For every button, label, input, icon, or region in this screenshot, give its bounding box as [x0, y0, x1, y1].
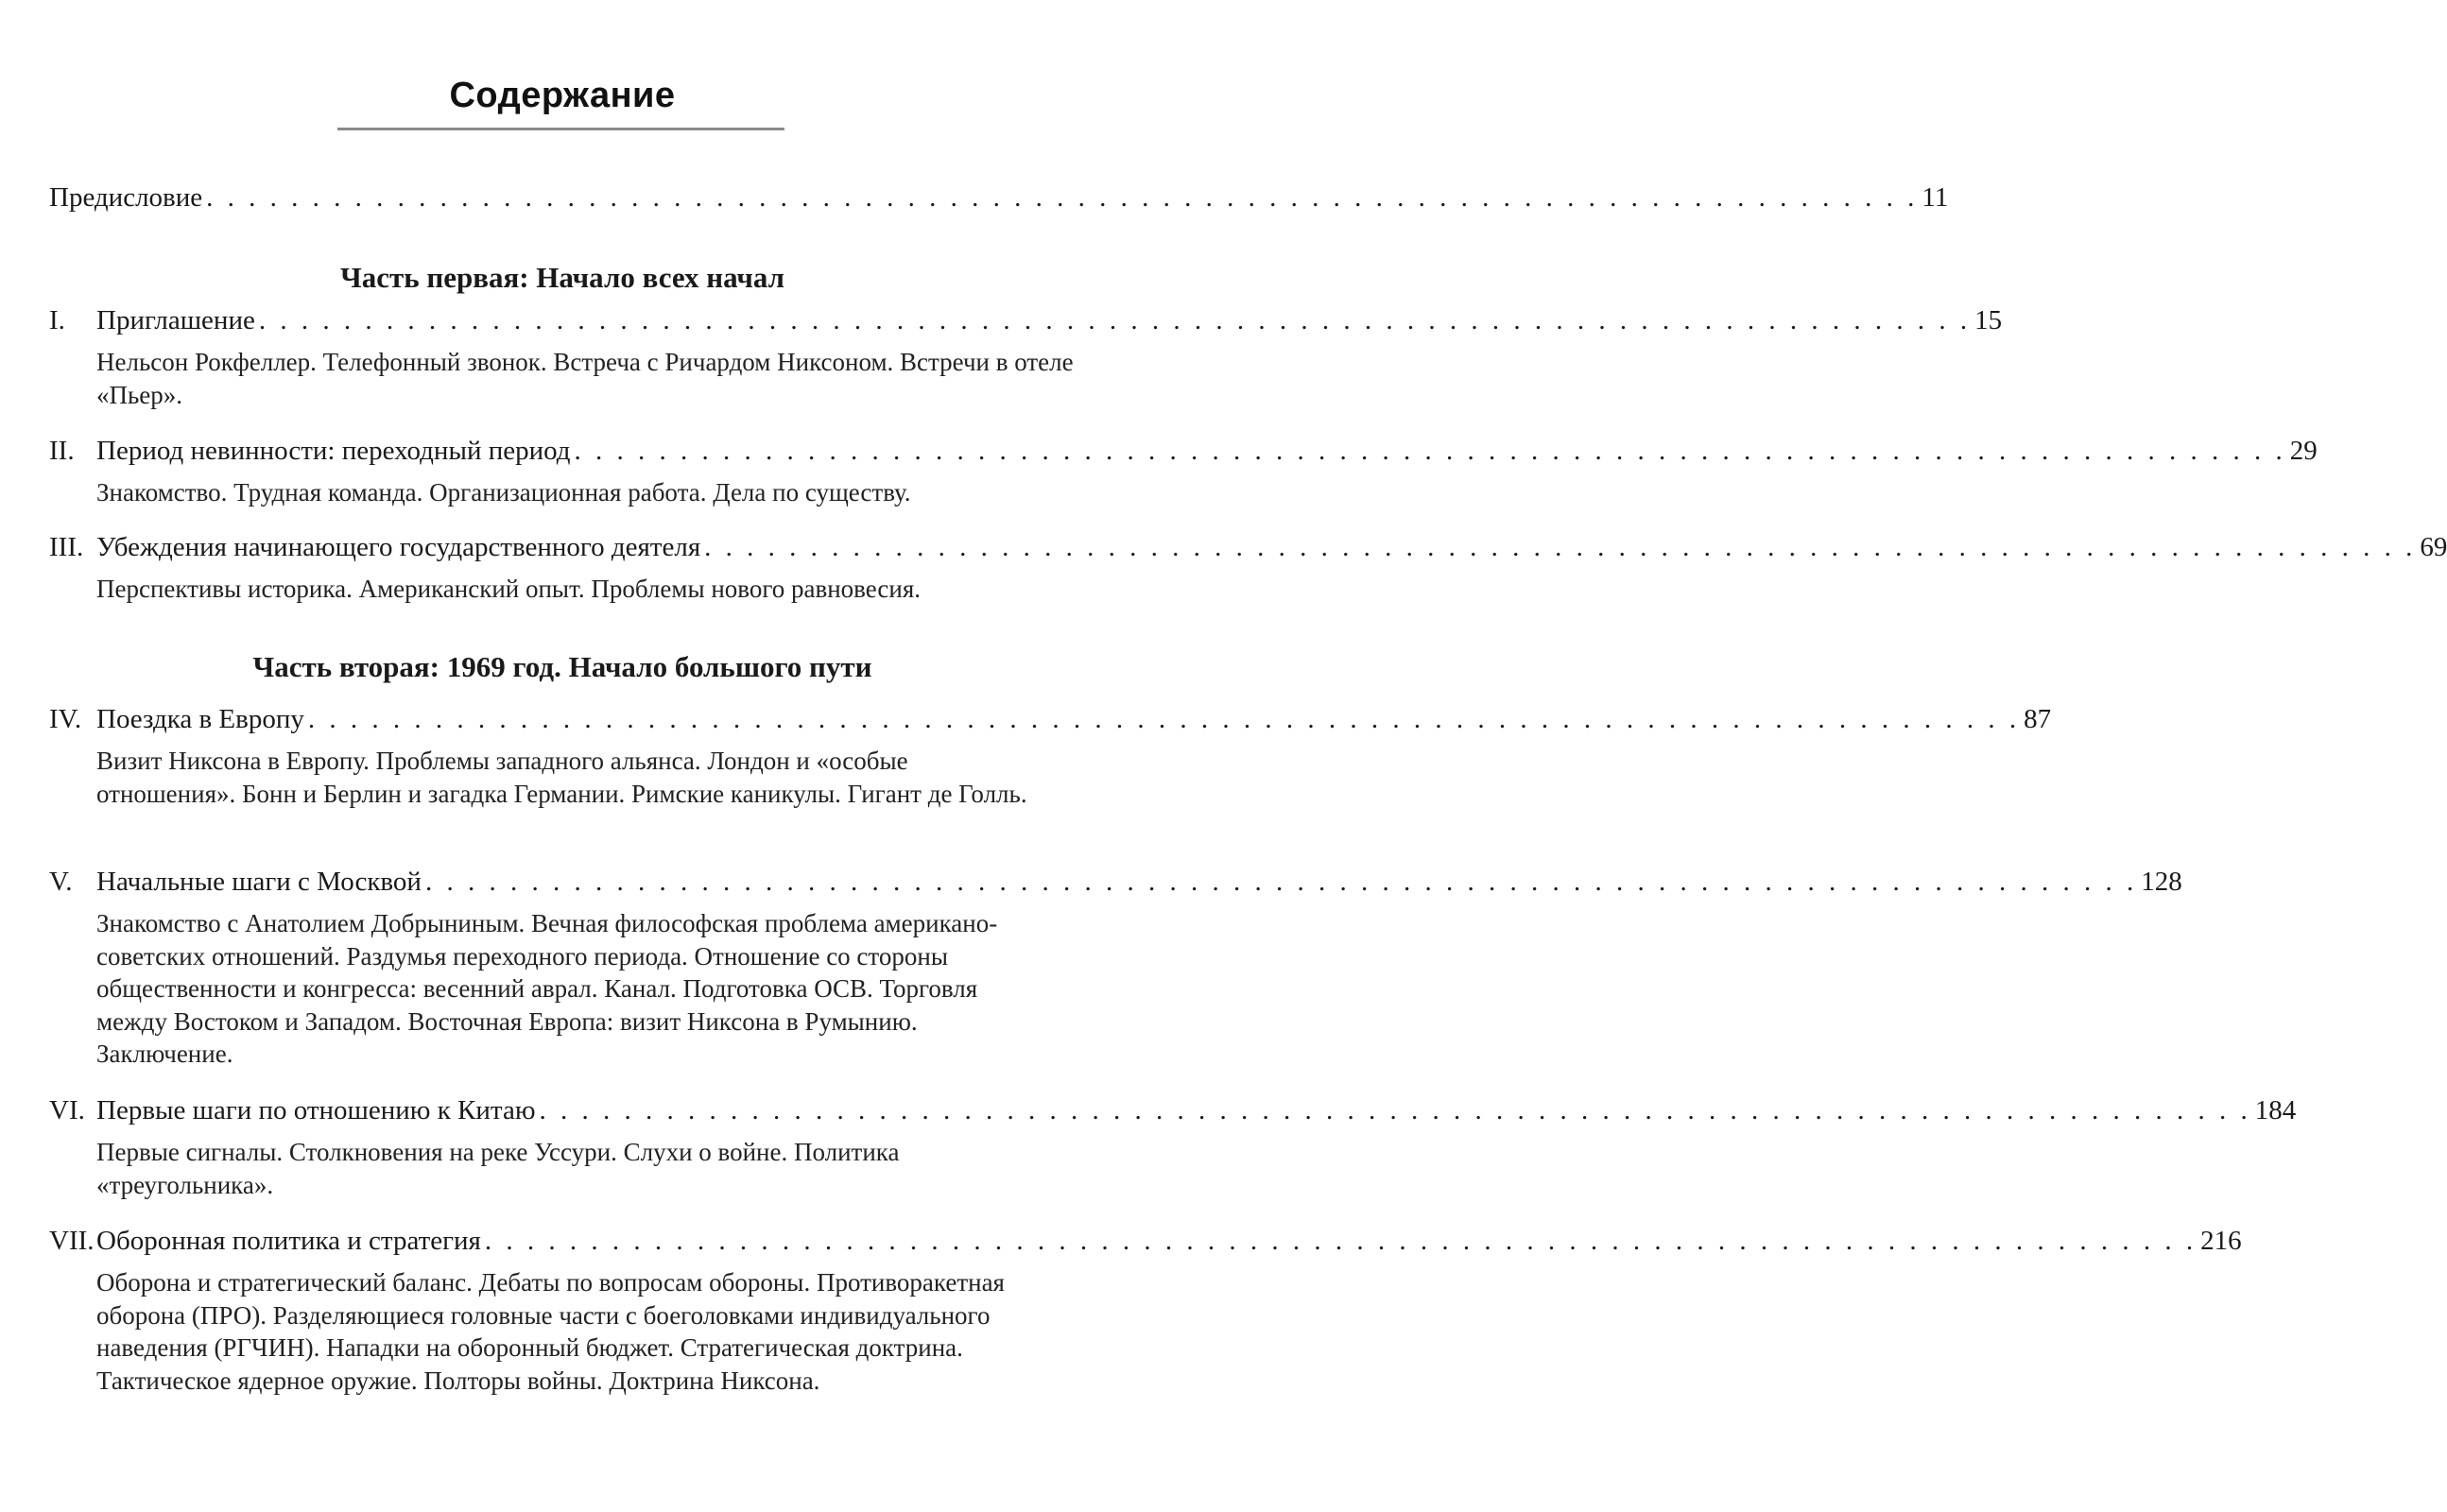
entry-title: Поездка в Европу — [96, 704, 304, 734]
chapter-number: VII. — [49, 1226, 95, 1256]
dot-leader: . . . . . . . . . . . . . . . . . . . . . . . . . . . . . . . . . . . . . . . . . . . . . . . . . . . . . . . . . . . . . . . . . . . . . . . . . . . . . . . . . — [307, 704, 2021, 734]
chapter-number: V. — [49, 867, 73, 897]
entry-title: Убеждения начинающего государственного деятеля — [96, 532, 701, 562]
chapter-number: III. — [49, 532, 84, 562]
page-number: 69 — [2420, 532, 2447, 562]
chapter-summary: Нельсон Рокфеллер. Телефонный звонок. Встреча с Ричардом Никсоном. Встречи в отеле «Пьер». — [96, 348, 1074, 409]
dot-leader: . . . . . . . . . . . . . . . . . . . . . . . . . . . . . . . . . . . . . . . . . . . . . . . . . . . . . . . . . . . . . . . . . . . . . . . . . . . . . . . . . — [258, 305, 1972, 335]
part-heading: Часть вторая: 1969 год. Начало большого пути — [252, 650, 872, 683]
chapter-summary: Знакомство с Анатолием Добрыниным. Вечная философская проблема американо-советских отношений. Раздумья переходного периода. Отношение со стороны общественности и конгресса: весенний аврал. Канал. Подготовка ОСВ. Торговля между Востоком и Западом. Восточная Европа: визит Никсона в Румынию. Заключение. — [96, 909, 998, 1068]
toc-entry-chapter — [96, 703, 2052, 735]
toc-entry-chapter — [96, 435, 2318, 467]
entry-title: Начальные шаги с Москвой — [96, 867, 422, 897]
toc-entry-chapter — [96, 866, 2182, 898]
chapter-number: II. — [49, 436, 75, 466]
chapter-summary: Оборона и стратегический баланс. Дебаты по вопросам обороны. Противоракетная оборона (ПРО). Разделяющиеся головные части с боеголовками индивидуального наведения (РГЧИН). Нападки на оборонный бюджет. Стратегическая доктрина. Тактическое ядерное оружие. Полторы войны. Доктрина Никсона. — [96, 1268, 1005, 1395]
page-number: 15 — [1974, 305, 2003, 335]
title-underline — [337, 128, 784, 130]
entry-title: Оборонная политика и стратегия — [96, 1226, 481, 1256]
toc-entry-chapter — [96, 1094, 2297, 1126]
page-number: 184 — [2254, 1095, 2297, 1125]
page-number: 11 — [1921, 182, 1949, 213]
chapter-summary: Перспективы историка. Американский опыт. Проблемы нового равновесия. — [96, 575, 922, 603]
toc-entry-chapter — [96, 1225, 2242, 1257]
dot-leader: . . . . . . . . . . . . . . . . . . . . . . . . . . . . . . . . . . . . . . . . . . . . . . . . . . . . . . . . . . . . . . . . . . . . . . . . . . . . . . . . . — [206, 182, 1919, 213]
part-heading: Часть первая: Начало всех начал — [339, 261, 784, 294]
page-number: 87 — [2024, 704, 2052, 734]
chapter-summary: Первые сигналы. Столкновения на реке Уссури. Слухи о войне. Политика «треугольника». — [96, 1138, 900, 1199]
toc-entry-preface — [49, 181, 1949, 214]
entry-title: Период невинности: переходный период — [96, 436, 571, 466]
toc-entry-chapter — [96, 304, 2003, 336]
entry-title: Приглашение — [96, 305, 255, 335]
dot-leader: . . . . . . . . . . . . . . . . . . . . . . . . . . . . . . . . . . . . . . . . . . . . . . . . . . . . . . . . . . . . . . . . . . . . . . . . . . . . . . . . . — [704, 532, 2417, 562]
chapter-number: I. — [49, 305, 65, 335]
chapter-number: IV. — [49, 704, 82, 734]
dot-leader: . . . . . . . . . . . . . . . . . . . . . . . . . . . . . . . . . . . . . . . . . . . . . . . . . . . . . . . . . . . . . . . . . . . . . . . . . . . . . . . . . — [484, 1226, 2197, 1256]
chapter-number: VI. — [49, 1095, 85, 1125]
dot-leader: . . . . . . . . . . . . . . . . . . . . . . . . . . . . . . . . . . . . . . . . . . . . . . . . . . . . . . . . . . . . . . . . . . . . . . . . . . . . . . . . . — [574, 436, 2286, 466]
toc-entry-chapter — [96, 531, 2447, 563]
page-number: 29 — [2289, 436, 2318, 466]
page-title: Содержание — [449, 76, 676, 115]
chapter-summary: Визит Никсона в Европу. Проблемы западного альянса. Лондон и «особые отношения». Бонн и Берлин и загадка Германии. Римские каникулы. Гигант де Голль. — [96, 747, 1027, 808]
dot-leader: . . . . . . . . . . . . . . . . . . . . . . . . . . . . . . . . . . . . . . . . . . . . . . . . . . . . . . . . . . . . . . . . . . . . . . . . . . . . . . . . . — [424, 867, 2138, 897]
page-number: 128 — [2141, 867, 2182, 897]
entry-title: Предисловие — [49, 182, 203, 213]
chapter-summary: Знакомство. Трудная команда. Организационная работа. Дела по существу. — [96, 478, 911, 507]
dot-leader: . . . . . . . . . . . . . . . . . . . . . . . . . . . . . . . . . . . . . . . . . . . . . . . . . . . . . . . . . . . . . . . . . . . . . . . . . . . . . . . . . — [539, 1095, 2251, 1125]
page-number: 216 — [2200, 1226, 2242, 1256]
entry-title: Первые шаги по отношению к Китаю — [96, 1095, 536, 1125]
